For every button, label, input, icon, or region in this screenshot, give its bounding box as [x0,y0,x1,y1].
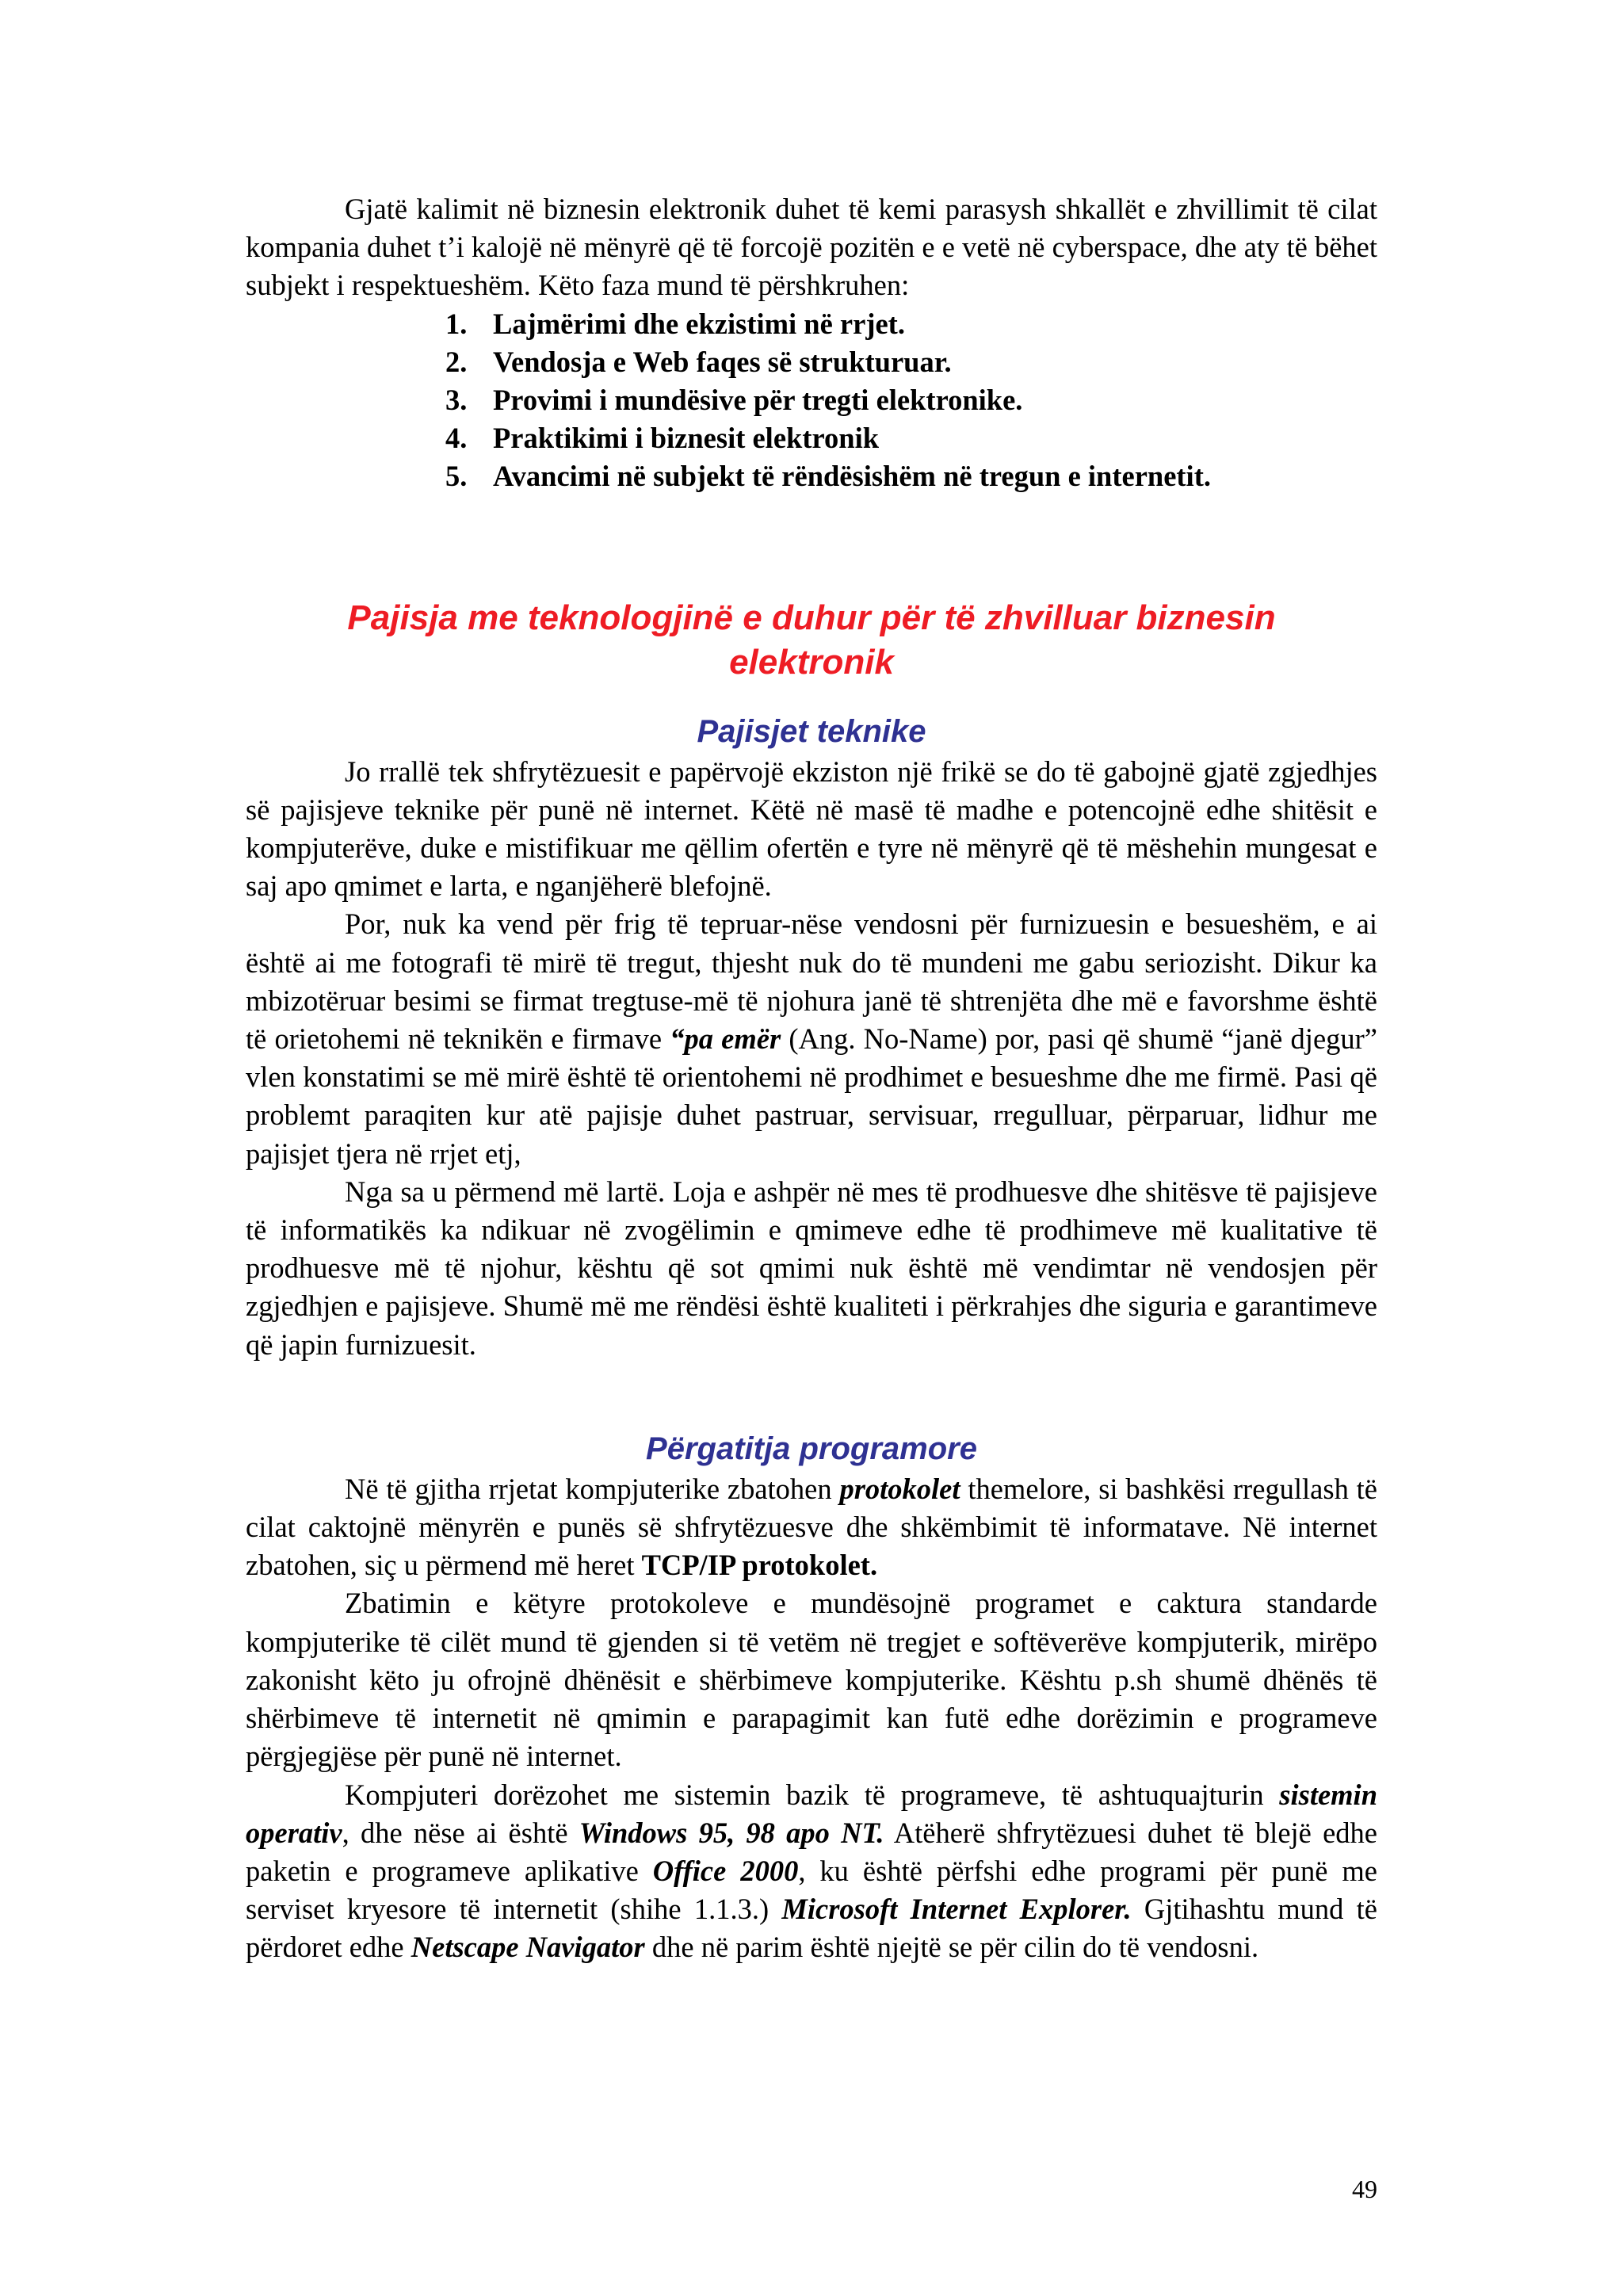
list-item-number: 2. [445,345,468,378]
list-item-label: Avancimi në subjekt të rëndësishëm në tregun e internetit. [493,460,1211,493]
text-run: Kompjuteri dorëzohet me sistemin bazik të programeve, të ashtuquajturin [345,1778,1280,1811]
list-item [445,305,1377,343]
text-run: dhe në parim është njejtë se për cilin do të vendosni. [644,1931,1259,1964]
text-run: , ku është përfshi edhe programi për punë me serviset kryesore të internetit (shihe 1.1.3.) [246,1854,1377,1926]
text-run: themelore, si bashkësi rregullash të cilat caktojnë mënyrën e punës së shfrytëzuesve dhe shkëmbimit të informatave. Në internet zbatohen, siç u përmend më heret [246,1472,1377,1582]
text-run: Por, nuk ka vend për frig të tepruar-nëse vendosni për furnizuesin e besueshëm, e ai është ai me fotografi të mirë të tregut, thjesht nuk do të mundeni me gabu seriozisht. Dikur ka mbizotëruar besimi se firmat tregtuse-më të njohura janë të shtrenjëta dhe më e favorshme është të orietohemi në teknikën e firmave [246,907,1377,1056]
intro-paragraph: Gjatë kalimit në biznesin elektronik duhet të kemi parasysh shkallët e zhvillimit të cilat kompania duhet t’i kalojë në mënyrë që të forcojë pozitën e e vetë në cyberspace, dhe aty të bëhet subjekt i respektueshëm. Këto faza mund të përshkruhen: [246,193,1377,302]
emphasis-sistemin-operativ: sistemin operativ [246,1778,1377,1849]
list-item-number: 4. [445,422,468,455]
emphasis-tcpip: TCP/IP protokolet. [641,1549,878,1582]
phases-list [246,305,1377,496]
list-item [445,381,1377,419]
list-item-label: Provimi i mundësive për tregti elektronike. [493,384,1023,417]
emphasis-no-name: “pa emër [670,1022,781,1056]
section-heading-line1: Pajisja me teknologjinë e duhur për të zhvilluar biznesin [347,598,1276,637]
hardware-paragraph-3: Nga sa u përmend më lartë. Loja e ashpër në mes të prodhuesve dhe shitësve të pajisjeve të informatikës ka ndikuar në zvogëlimin e qmimeve edhe të prodhimeve më kualitative të prodhuesve më të njohur, kështu që sot qmimi nuk është më vendimtar në vendosjen për zgjedhjen e pajisjeve. Shumë më me rëndësi është kualiteti i përkrahjes dhe siguria e garantimeve që japin furnizuesit. [246,1175,1377,1361]
hardware-paragraph-2 [246,905,1377,1172]
page-number: 49 [1352,2175,1377,2203]
section-heading [246,596,1377,685]
emphasis-office: Office 2000 [652,1854,799,1887]
emphasis-protokolet: protokolet [839,1472,960,1505]
emphasis-netscape: Netscape Navigator [411,1931,645,1964]
text-run: Gjtihashtu mund të përdoret edhe [246,1893,1377,1964]
text-run: (Ang. No-Name) por, pasi që shumë “janë djegur” vlen konstatimi se më mirë është të orientohemi në prodhimet e besueshme dhe me firmë. Pasi që problemt paraqiten kur atë pajisje duhet pastruar, servisuar, rregulluar, përparuar, lidhur me pajisjet tjera në rrjet etj, [246,1022,1377,1170]
software-paragraph-1 [246,1470,1377,1585]
list-item-label: Lajmërimi dhe ekzistimi në rrjet. [493,307,905,340]
subsection-heading-software: Përgatitja programore [646,1431,977,1466]
text-run: Në të gjitha rrjetat kompjuterike zbatohen [345,1472,840,1505]
software-paragraph-2: Zbatimin e këtyre protokoleve e mundësojnë programet e caktura standarde kompjuterike të cilët mund të gjenden si të vetëm në tregjet e softëverëve kompjuterik, mirëpo zakonisht këto ju ofrojnë dhënësit e shërbimeve kompjuterike. Kështu p.sh shumë dhënës të shërbimeve të internetit në qmimin e parapagimit kan futë edhe dorëzimin e programeve përgjegjëse për punë në internet. [246,1587,1377,1773]
list-item-label: Vendosja e Web faqes së strukturuar. [493,345,952,378]
list-item-number: 5. [445,460,468,493]
page-content [246,190,1377,1967]
emphasis-internet-explorer: Microsoft Internet Explorer. [781,1893,1132,1926]
list-item-number: 3. [445,384,468,417]
subsection-heading-hardware: Pajisjet teknike [697,713,926,749]
section-heading-line2: elektronik [729,642,894,682]
text-run: , dhe nëse ai është [342,1816,579,1849]
emphasis-windows: Windows 95, 98 apo NT. [579,1816,884,1849]
hardware-paragraph-1: Jo rrallë tek shfrytëzuesit e papërvojë ekziston një frikë se do të gabojnë gjatë zgjedhjes së pajisjeve teknike për punë në internet. Këtë në masë të madhe e potencojnë edhe shitësit e kompjuterëve, duke e mistifikuar me qëllim ofertën e tyre në mënyrë që të mëshehin mungesat e saj apo qmimet e larta, e nganjëherë blefojnë. [246,755,1377,903]
list-item-number: 1. [445,307,468,340]
list-item [445,419,1377,457]
list-item [445,457,1377,495]
text-run: Atëherë shfrytëzuesi duhet të blejë edhe paketin e programeve aplikative [246,1816,1377,1887]
list-item-label: Praktikimi i biznesit elektronik [493,422,880,455]
list-item [445,343,1377,381]
software-paragraph-3 [246,1776,1377,1967]
